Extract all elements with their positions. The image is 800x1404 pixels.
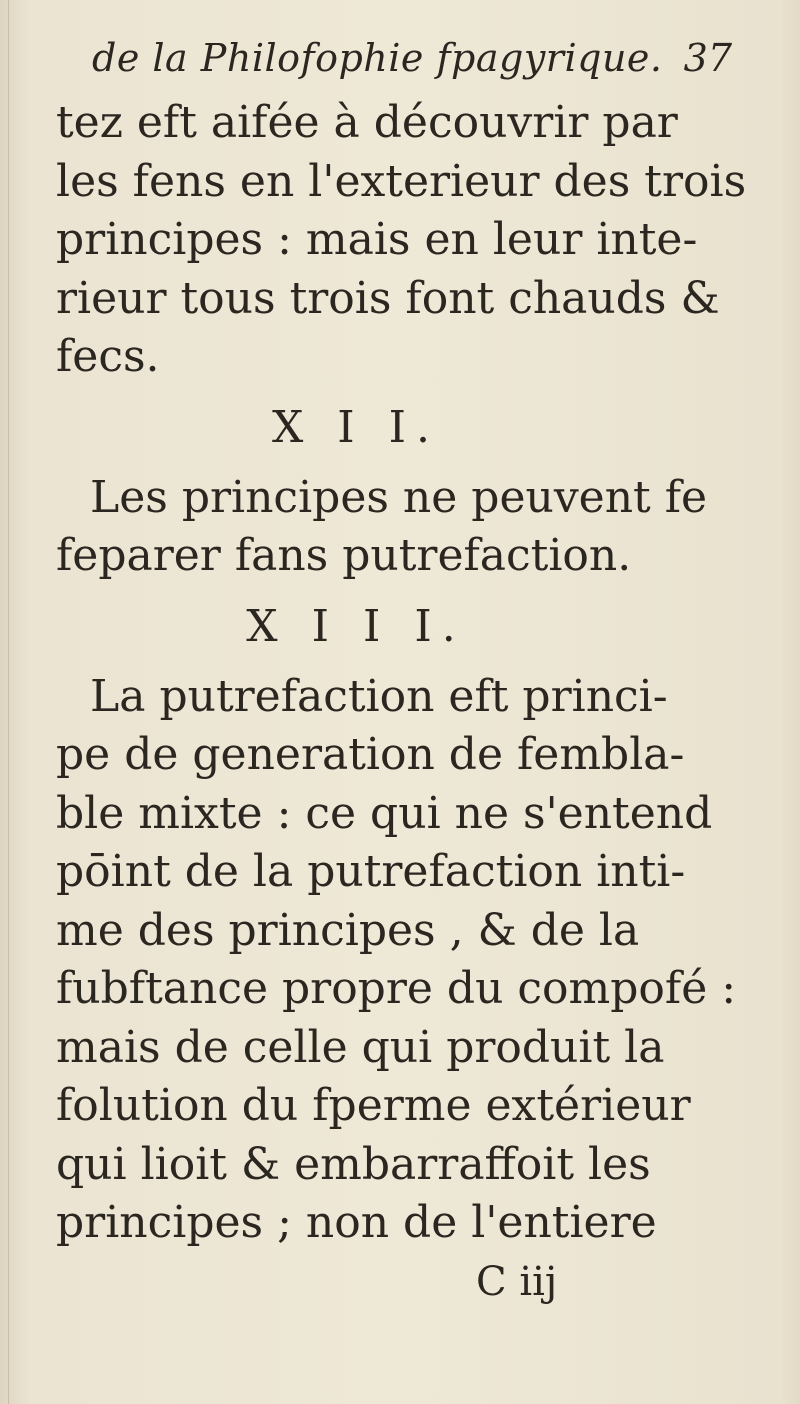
text-line: ble mixte : ce qui ne s'entend [56,787,713,839]
body-text [56,94,756,1311]
text-line: principes ; non de l'entiere [56,1197,657,1248]
text-line: tez eft aifée à découvrir par [56,97,678,148]
text-line: feparer fans putrefaction. [56,530,632,581]
text-line: fecs. [56,331,160,382]
text-line: rieur tous trois font chauds & [56,272,720,324]
page-gutter-edge [8,0,9,1404]
text-line: les fens en l'exterieur des trois [56,155,747,207]
section-heading-xiii: X I I I. [246,600,466,652]
signature-mark: C iij [476,1258,558,1305]
text-line: Les principes ne peuvent fe [90,471,708,523]
page-number: 37 [683,36,732,80]
text-line: mais de celle qui produit la [56,1021,665,1073]
running-head: de la Philofophie fpagyrique. [92,36,663,80]
page-header [92,30,732,90]
text-line: pōint de la putrefaction inti- [56,846,686,897]
text-line: fubftance propre du compofé : [56,963,737,1014]
text-line: qui lioit & embarraffoit les [56,1138,651,1190]
text-line: folution du fperme extérieur [56,1080,691,1131]
text-line: principes : mais en leur inte- [56,214,698,265]
text-line: pe de generation de fembla- [56,729,685,780]
text-line: La putrefaction eft princi- [90,670,668,722]
text-line: me des principes , & de la [56,904,640,956]
section-heading-xii: X I I. [271,401,441,453]
